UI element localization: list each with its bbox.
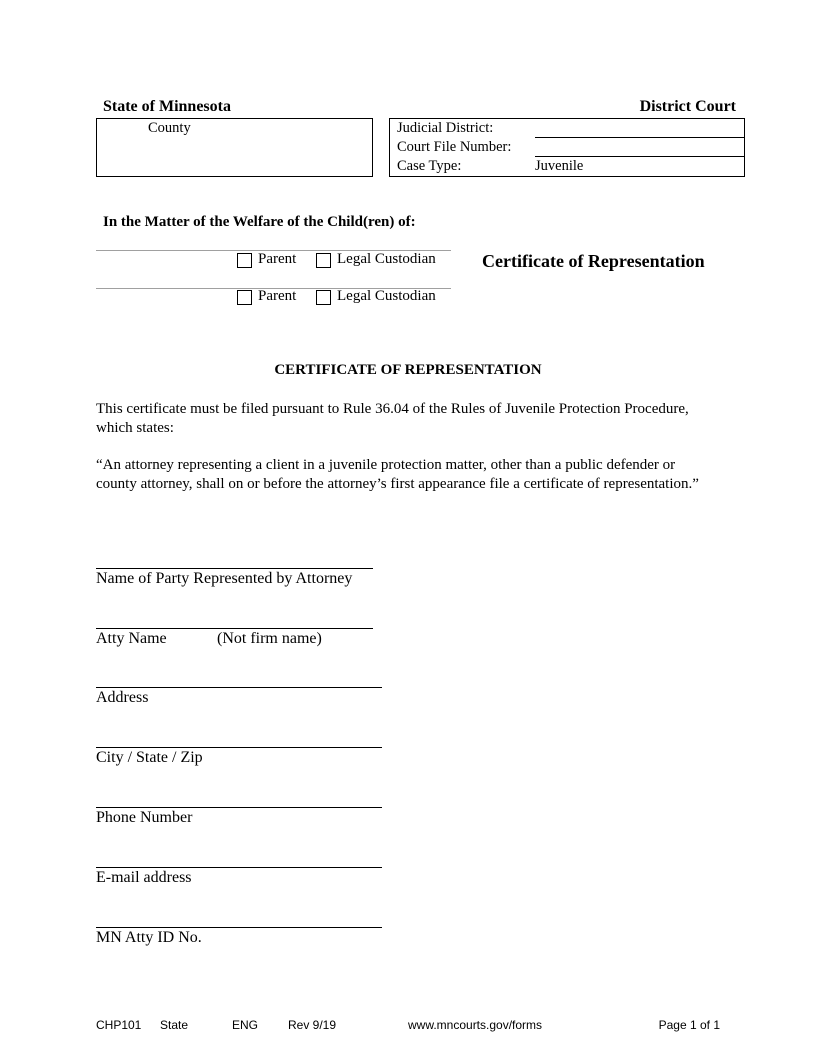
footer-form-code: CHP101	[96, 1018, 142, 1032]
rule-quote	[96, 456, 699, 494]
county-box	[96, 118, 373, 177]
city-state-zip-field[interactable]	[96, 747, 382, 748]
city-state-zip-label: City / State / Zip	[96, 749, 203, 766]
parent-checkbox-1[interactable]	[237, 253, 252, 268]
footer-url[interactable]: www.mncourts.gov/forms	[408, 1018, 543, 1032]
email-field[interactable]	[96, 867, 382, 868]
atty-name-note: (Not firm name)	[217, 630, 322, 647]
quote-line-2: county attorney, shall on or before the attorney’s first appearance file a certificate of representation.”	[96, 476, 699, 492]
address-field[interactable]	[96, 687, 382, 688]
party-name-label: Name of Party Represented by Attorney	[96, 570, 353, 587]
atty-name-label: Atty Name	[96, 630, 167, 647]
document-title: CERTIFICATE OF REPRESENTATION	[274, 362, 542, 378]
intro-paragraph	[96, 400, 689, 438]
quote-line-1: “An attorney representing a client in a juvenile protection matter, other than a public defender or	[96, 457, 676, 473]
party-name-field[interactable]	[96, 568, 373, 569]
atty-id-label: MN Atty ID No.	[96, 929, 202, 946]
parent-label-2: Parent	[258, 288, 297, 304]
parent-checkbox-2[interactable]	[237, 290, 252, 305]
atty-id-field[interactable]	[96, 927, 382, 928]
custodian-label-2: Legal Custodian	[337, 288, 436, 304]
intro-line-2: which states:	[96, 420, 174, 436]
footer-page-number: Page 1 of 1	[658, 1018, 720, 1032]
custodian-checkbox-1[interactable]	[316, 253, 331, 268]
state-title: State of Minnesota	[103, 98, 231, 115]
certificate-side-title: Certificate of Representation	[482, 251, 705, 271]
address-label: Address	[96, 689, 149, 706]
court-file-number-label: Court File Number:	[397, 139, 512, 155]
atty-name-field[interactable]	[96, 628, 373, 629]
case-info-box	[389, 118, 745, 177]
footer-jurisdiction: State	[160, 1018, 189, 1032]
judicial-district-label: Judicial District:	[397, 120, 494, 136]
parent-label-1: Parent	[258, 251, 297, 267]
court-title: District Court	[639, 98, 736, 115]
case-type-value: Juvenile	[535, 158, 584, 174]
matter-heading: In the Matter of the Welfare of the Child(ren) of:	[103, 214, 416, 230]
custodian-label-1: Legal Custodian	[337, 251, 436, 267]
case-type-label: Case Type:	[397, 158, 462, 174]
custodian-checkbox-2[interactable]	[316, 290, 331, 305]
judicial-district-field[interactable]	[535, 137, 745, 138]
phone-field[interactable]	[96, 807, 382, 808]
intro-line-1: This certificate must be filed pursuant to Rule 36.04 of the Rules of Juvenile Protection Procedure,	[96, 401, 689, 417]
footer-language: ENG	[232, 1018, 259, 1032]
county-label: County	[148, 120, 191, 136]
court-file-number-field[interactable]	[535, 156, 745, 157]
email-label: E-mail address	[96, 869, 192, 886]
phone-label: Phone Number	[96, 809, 193, 826]
footer-revision: Rev 9/19	[288, 1018, 337, 1032]
